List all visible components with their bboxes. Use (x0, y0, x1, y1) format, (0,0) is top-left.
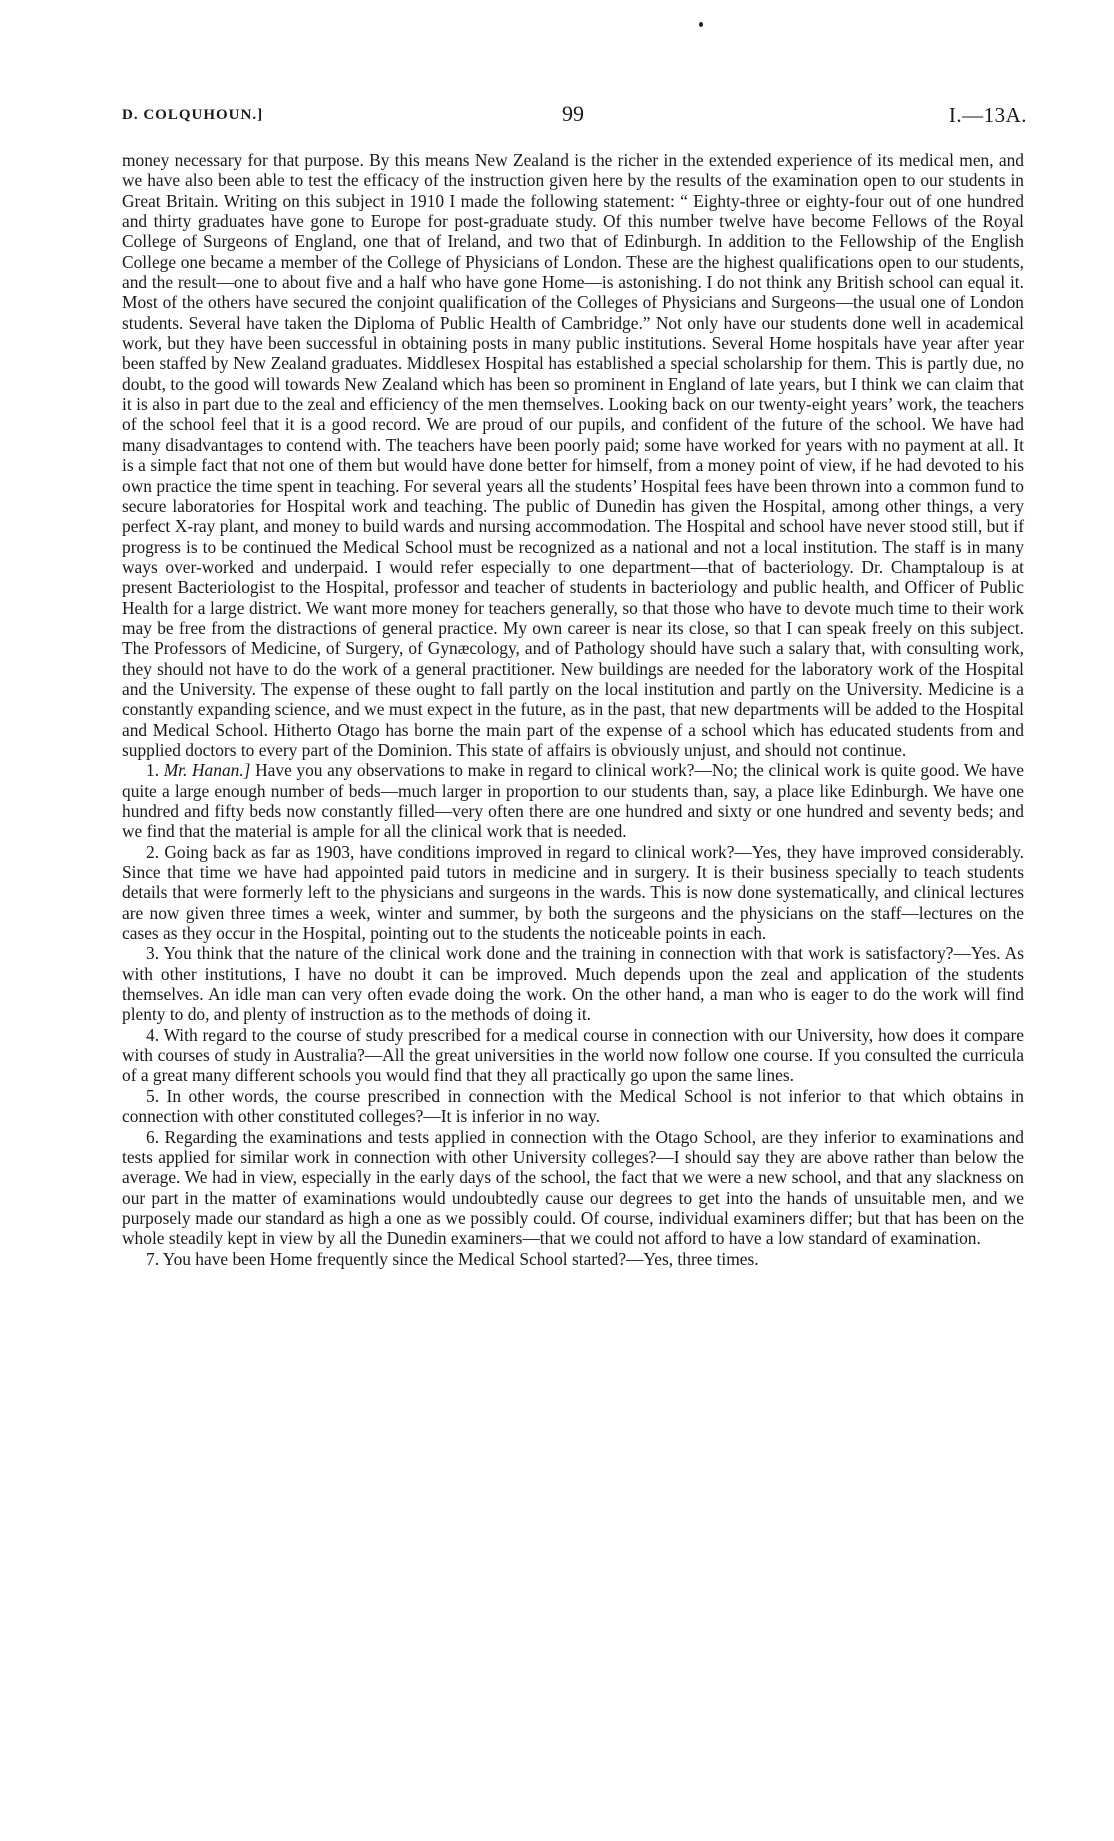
question-text: Going back as far as 1903, have conditions improved in regard to clinical work?—Yes, they have improved considerably. Since that time we have had appointed paid tutors in medicine and in surgery. It is their business specially to teach students details that were formerly left to the physicians and surgeons in the wards. This is now done systematically, and clinical lectures are now given three times a week, winter and summer, by both the surgeons and the physicians on the staff—lectures on the cases as they occur in the Hospital, pointing out to the students the noticeable points in each. (122, 841, 1024, 944)
question-text: With regard to the course of study prescribed for a medical course in connection with our University, how does it compare with courses of study in Australia?—All the great universities in the world now follow one course. If you consulted the curricula of a great many different schools you would find that they all practically go upon the same lines. (122, 1024, 1024, 1086)
question-number: 2. (146, 841, 160, 862)
page-header (122, 103, 1027, 133)
question-5 (122, 1086, 1024, 1127)
document-body (122, 150, 1024, 1269)
question-number: 5. (146, 1085, 160, 1106)
question-1 (122, 760, 1024, 841)
question-number: 1. (146, 760, 160, 781)
question-text: You have been Home frequently since the Medical School started?—Yes, three times. (162, 1248, 759, 1269)
question-6 (122, 1127, 1024, 1249)
question-text: Have you any observations to make in regard to clinical work?—No; the clinical work is quite good. We have quite a large enough number of beds—much larger in proportion to our students than, say, a place like Edinburgh. We have one hundred and fifty beds now constantly filled—very often there are one hundred and sixty or one hundred and seventy beds; and we find that the material is ample for all the clinical work that is needed. (122, 760, 1024, 842)
question-7 (122, 1249, 1024, 1269)
question-number: 3. (146, 943, 160, 964)
witness-name: D. COLQUHOUN.] (122, 107, 264, 123)
question-4 (122, 1025, 1024, 1086)
question-number: 6. (146, 1126, 160, 1147)
question-3 (122, 943, 1024, 1024)
question-number: 7. (146, 1248, 160, 1269)
document-reference: I.—13A. (948, 103, 1027, 127)
page-number: 99 (562, 101, 584, 126)
question-text: In other words, the course prescribed in connection with the Medical School is not inferior to that which obtains in connection with other constituted colleges?—It is inferior in no way. (122, 1085, 1024, 1127)
question-2 (122, 842, 1024, 944)
question-text: You think that the nature of the clinical work done and the training in connection with that work is satisfactory?—Yes. As with other institutions, I have no doubt it can be improved. Much depends upon the zeal and application of the students themselves. An idle man can very often evade doing the work. On the other hand, a man who is eager to do the work will find plenty to do, and plenty of instruction as to the methods of doing it. (122, 943, 1024, 1025)
speaker-name: Mr. Hanan.] (163, 760, 251, 781)
question-number: 4. (146, 1024, 160, 1045)
intro-paragraph: money necessary for that purpose. By this means New Zealand is the richer in the extended experience of its medical men, and we have also been able to test the efficacy of the instruction given here by the results of the examination open to our students in Great Britain. Writing on this subject in 1910 I made the following statement: “ Eighty-three or eighty-four out of one hundred and thirty graduates have gone to Europe for post-graduate study. Of this number twelve have become Fellows of the Royal College of Surgeons of England, one that of Ireland, and two that of Edinburgh. In addition to the Fellowship of the English College one became a member of the College of Physicians of London. These are the highest qualifications open to our students, and the result—one to about five and a half who have gone Home—is astonishing. I do not think any British school can equal it. Most of the others have secured the conjoint qualification of the Colleges of Physicians and Surgeons—the usual one of London students. Several have taken the Diploma of Public Health of Cambridge.” Not only have our students done well in academical work, but they have been successful in obtaining posts in many public institutions. Several Home hospitals have year after year been staffed by New Zealand graduates. Middlesex Hospital has established a special scholarship for them. This is partly due, no doubt, to the good will towards New Zealand which has been so prominent in England of late years, but I think we can claim that it is also in part due to the zeal and efficiency of the men themselves. Looking back on our twenty-eight years’ work, the teachers of the school feel that it is a good record. We are proud of our pupils, and confident of the future of the school. We have had many disadvantages to contend with. The teachers have been poorly paid; some have worked for years with no payment at all. It is a simple fact that not one of them but would have done better for himself, from a money point of view, if he had devoted to his own practice the time spent in teaching. For several years all the students’ Hospital fees have been thrown into a common fund to secure laboratories for Hospital work and teaching. The public of Dunedin has given the Hospital, among other things, a very perfect X-ray plant, and money to build wards and nursing accommodation. The Hospital and school have never stood still, but if progress is to be continued the Medical School must be recognized as a national and not a local institution. The staff is in many ways over-worked and underpaid. I would refer especially to one department—that of bacteriology. Dr. Champtaloup is at present Bacteriologist to the Hospital, professor and teacher of students in bacteriology and public health, and Officer of Public Health for a large district. We want more money for teachers generally, so that those who have to devote much time to their work may be free from the distractions of general practice. My own career is near its close, so that I can speak freely on this subject. The Professors of Medicine, of Surgery, of Gynæcology, and of Pathology should have such a salary that, with consulting work, they should not have to do the work of a general practitioner. New buildings are needed for the laboratory work of the Hospital and the University. The expense of these ought to fall partly on the local institution and partly on the University. Medicine is a constantly expanding science, and we must expect in the future, as in the past, that new departments will be added to the Hospital and Medical School. Hitherto Otago has borne the main part of the expense of a school which has educated students from and supplied doctors to every part of the Dominion. This state of affairs is obviously unjust, and should not continue. (122, 150, 1024, 760)
question-text: Regarding the examinations and tests applied in connection with the Otago School, are they inferior to examinations and tests applied for similar work in connection with other University colleges?—I should say they are above rather than below the average. We had in view, especially in the early days of the school, the fact that we were a new school, and that any slackness on our part in the matter of examinations would undoubtedly cause our degrees to get into the hands of unsuitable men, and we purposely made our standard as high a one as we possibly could. Of course, individual examiners differ; but that has been on the whole steadily kept in view by all the Dunedin examiners—that we could not afford to have a low standard of examination. (122, 1126, 1024, 1249)
ink-speck (699, 22, 703, 27)
